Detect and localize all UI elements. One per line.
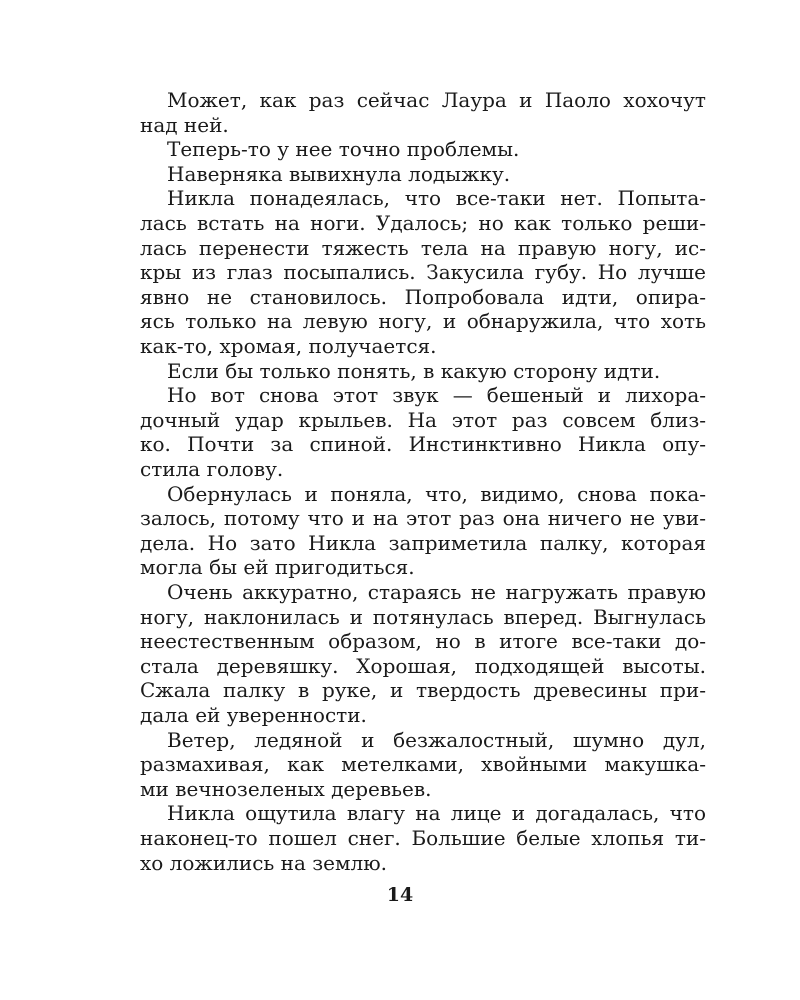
text-line: Никла понадеялась, что все-таки нет. Попыта- — [167, 186, 706, 211]
text-line: ясь только на левую ногу, и обнаружила, что хоть — [140, 309, 706, 334]
text-line: Очень аккуратно, стараясь не нагружать правую — [167, 580, 706, 604]
text-line: явно не становилось. Попробовала идти, опира- — [140, 284, 706, 309]
text-line: хо ложились на землю. — [140, 850, 388, 875]
text-line: могла бы ей пригодиться. — [140, 555, 415, 580]
text-line: залось, потому что и на этот раз она ничего не уви- — [140, 506, 706, 531]
text-line: как-то, хромая, получается. — [140, 334, 437, 358]
text-line: дела. Но зато Никла заприметила палку, которая — [140, 530, 706, 555]
text-line: Если бы только понять, в какую сторону идти. — [167, 358, 661, 383]
text-line: дочный удар крыльев. На этот раз совсем близ- — [140, 407, 706, 432]
text-line: Никла ощутила влагу на лице и догадалась, что — [167, 801, 706, 826]
text-line: Ветер, ледяной и безжалостный, шумно дул, — [167, 727, 706, 752]
text-line: ми вечнозеленых деревьев. — [140, 776, 432, 801]
text-line: Но вот снова этот звук — бешеный и лихора- — [167, 383, 706, 408]
text-line: неестественным образом, но в итоге все-таки до- — [140, 629, 706, 654]
text-line: Теперь-то у нее точно проблемы. — [167, 137, 520, 162]
text-line: над ней. — [140, 112, 229, 137]
text-line: лась встать на ноги. Удалось; но как только реши- — [140, 211, 706, 235]
text-line: стила голову. — [140, 457, 284, 481]
page-number: 14 — [386, 884, 414, 906]
text-line: Наверняка вывихнула лодыжку. — [167, 161, 511, 186]
text-line: кры из глаз посыпались. Закусила губу. Но лучше — [140, 260, 706, 285]
text-line: дала ей уверенности. — [140, 703, 367, 727]
text-line: размахивая, как метелками, хвойными макушка- — [140, 752, 706, 777]
text-line: наконец-то пошел снег. Большие белые хлопья ти- — [140, 826, 706, 850]
text-line: лась перенести тяжесть тела на правую ногу, ис- — [140, 235, 706, 260]
text-line: ногу, наклонилась и потянулась вперед. Выгнулась — [140, 604, 706, 629]
text-line: Обернулась и поняла, что, видимо, снова пока- — [167, 481, 706, 506]
text-line: Может, как раз сейчас Лаура и Паоло хохочут — [167, 88, 706, 112]
text-line: ко. Почти за спиной. Инстинктивно Никла опу- — [140, 432, 706, 457]
text-line: стала деревяшку. Хорошая, подходящей высоты. — [140, 653, 706, 678]
text-line: Сжала палку в руке, и твердость древесины при- — [140, 678, 706, 703]
